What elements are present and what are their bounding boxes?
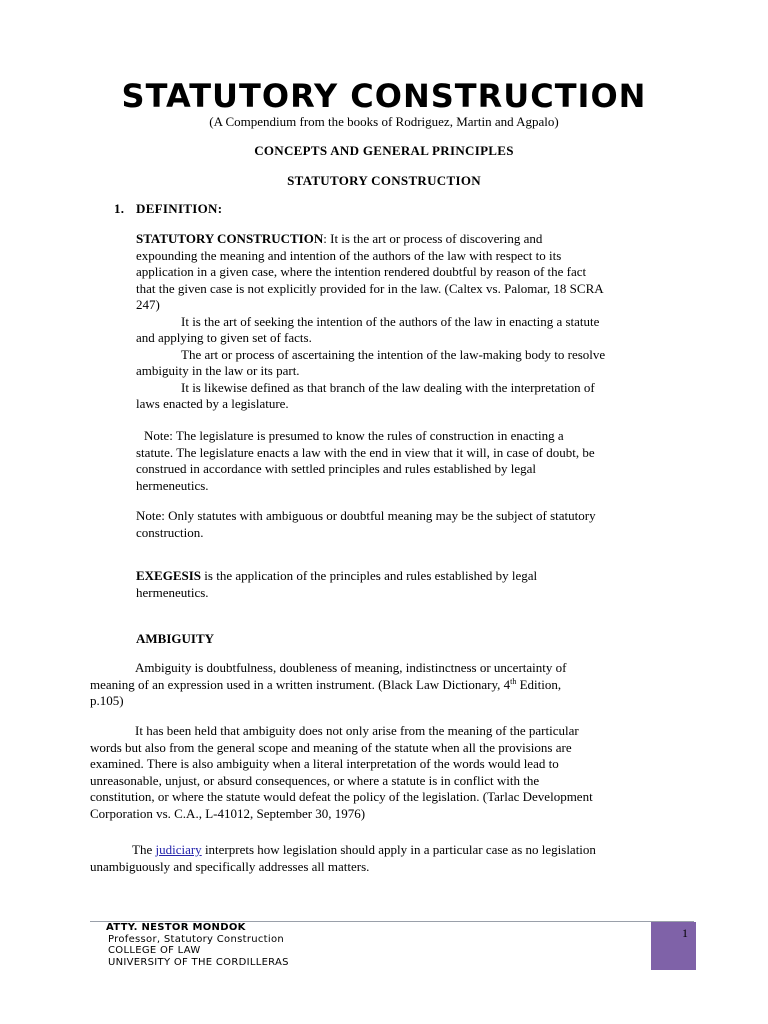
sub-heading: STATUTORY CONSTRUCTION: [287, 173, 481, 188]
ambiguity-line: words but also from the general scope and meaning of the statute when all the provisions are: [90, 739, 572, 755]
definition-line: [136, 380, 676, 397]
definition-line: expounding the meaning and intention of the authors of the law with respect to its: [136, 247, 562, 263]
page-number: 1: [682, 926, 688, 940]
judiciary-link[interactable]: judiciary: [155, 842, 202, 857]
ambiguity-text: It has been held that ambiguity does not only arise from the meaning of the particular: [135, 723, 579, 738]
ambiguity-line: [90, 677, 678, 694]
section-heading: CONCEPTS AND GENERAL PRINCIPLES: [254, 143, 514, 158]
note-line: [136, 428, 676, 445]
page-number-box: [651, 922, 696, 970]
ambiguity-text: meaning of an expression used in a written instrument. (Black Law Dictionary, 4: [90, 676, 511, 692]
footer-position: Professor, Statutory Construction: [108, 933, 285, 945]
note-legislature: [136, 428, 676, 494]
ambiguity-text: Edition,: [516, 676, 562, 692]
note-line: statute. The legislature enacts a law with the end in view that it will, in case of doubt, be: [136, 444, 595, 460]
definition-line: [136, 314, 676, 331]
exegesis-text: is the application of the principles and rules established by legal: [201, 568, 538, 583]
judiciary-line: [90, 842, 678, 859]
ambiguity-line: [90, 723, 678, 740]
definition-line: application in a given case, where the intention rendered doubtful by reason of the fact: [136, 264, 587, 279]
ambiguity-line: examined. There is also ambiguity when a literal interpretation of the words would lead to: [90, 756, 559, 771]
definition-text: It is the art of seeking the intention of the authors of the law in enacting a statute: [181, 313, 600, 329]
ambiguity-line: [90, 660, 678, 677]
ambiguity-text: Ambiguity is doubtfulness, doubleness of meaning, indistinctness or uncertainty of: [135, 660, 567, 675]
footer: [106, 922, 289, 968]
page-title: STATUTORY CONSTRUCTION: [121, 77, 647, 115]
exegesis-line: [136, 568, 676, 585]
ambiguity-line: p.105): [90, 693, 124, 708]
note-ambiguous-statutes: [136, 508, 676, 541]
definition-text: The art or process of ascertaining the intention of the law-making body to resolve: [181, 346, 606, 362]
judiciary-paragraph: [90, 842, 678, 875]
definition-line: 247): [136, 297, 160, 312]
item-heading: DEFINITION:: [136, 201, 223, 216]
definition-line: that the given case is not explicitly provided for in the law. (Caltex vs. Palomar, 18 SCRA: [136, 280, 604, 296]
ambiguity-line: Corporation vs. C.A., L-41012, September 30, 1976): [90, 805, 366, 821]
footer-author: ATTY. NESTOR MONDOK: [106, 922, 246, 933]
definition-paragraph: [136, 231, 676, 413]
exegesis-line: hermeneutics.: [136, 584, 209, 600]
item-number: 1.: [114, 201, 125, 216]
judiciary-line: unambiguously and specifically addresses all matters.: [90, 858, 370, 874]
judiciary-text: interprets how legislation should apply in a particular case as no legislation: [201, 842, 596, 857]
ambiguity-heading: AMBIGUITY: [136, 631, 215, 646]
definition-line: and applying to given set of facts.: [136, 330, 312, 345]
note-text: Note: The legislature is presumed to know the rules of construction in enacting a: [144, 428, 564, 443]
definition-term: STATUTORY CONSTRUCTION: [136, 231, 324, 246]
ambiguity-paragraph-2: [90, 723, 678, 822]
ambiguity-paragraph-1: [90, 660, 678, 710]
note-line: Note: Only statutes with ambiguous or doubtful meaning may be the subject of statutory: [136, 508, 596, 523]
note-line: construction.: [136, 524, 204, 540]
exegesis-paragraph: [136, 568, 676, 601]
superscript: th: [510, 676, 517, 686]
definition-text: : It is the art or process of discovering and: [323, 231, 543, 246]
definition-line: ambiguity in the law or its part.: [136, 363, 300, 378]
ambiguity-line: constitution, or where the statute would defeat the policy of the legislation. (Tarlac Development: [90, 789, 593, 804]
footer-university: UNIVERSITY OF THE CORDILLERAS: [108, 956, 289, 968]
definition-line: [136, 231, 676, 248]
note-line: hermeneutics.: [136, 477, 209, 493]
definition-heading: [114, 201, 222, 217]
ambiguity-line: unreasonable, unjust, or absurd consequences, or where a statute is in conflict with the: [90, 772, 540, 788]
definition-text: It is likewise defined as that branch of the law dealing with the interpretation of: [181, 379, 595, 395]
footer-college: COLLEGE OF LAW: [108, 945, 201, 956]
exegesis-term: EXEGESIS: [136, 568, 202, 583]
definition-line: [136, 347, 676, 364]
page-subtitle: (A Compendium from the books of Rodriguez, Martin and Agpalo): [209, 114, 559, 129]
note-line: construed in accordance with settled principles and rules established by legal: [136, 461, 536, 476]
judiciary-text: The: [132, 842, 156, 857]
definition-line: laws enacted by a legislature.: [136, 396, 289, 411]
